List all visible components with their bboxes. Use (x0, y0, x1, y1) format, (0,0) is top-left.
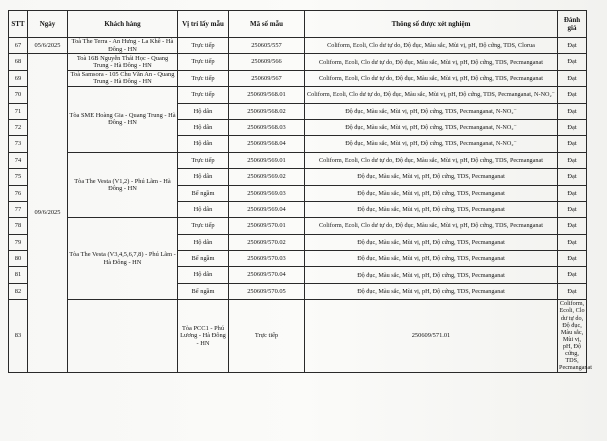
sample-cell: 250609/568.01 (229, 87, 305, 103)
location-cell: Hộ dân (178, 234, 229, 250)
location-cell: Hộ dân (178, 103, 229, 119)
table-row (9, 300, 587, 372)
sample-cell: 250609/570.05 (229, 283, 305, 299)
result-cell: Đạt (558, 152, 587, 168)
row-stt: 83 (9, 300, 28, 372)
result-cell: Đạt (558, 70, 587, 86)
customer-cell: Tòa The Vesta (V3,4,5,6,7,8) - Phú Lãm - Hà Đông - HN (68, 218, 178, 300)
customer-cell: Tòa SME Hoàng Gia - Quang Trung - Hà Đông - HN (68, 87, 178, 153)
table-row (9, 87, 587, 103)
location-cell: Bể ngầm (178, 251, 229, 267)
location-cell: Bể ngầm (178, 283, 229, 299)
date-cell-empty (68, 300, 178, 372)
customer-cell: Toà The Terra - An Hưng - La Khê - Hà Đông - HN (68, 38, 178, 54)
date-cell: 09/6/2025 (28, 54, 68, 372)
sample-cell: 250609/569.04 (229, 201, 305, 217)
result-cell: Đạt (558, 201, 587, 217)
sample-cell: 250609/571.01 (305, 300, 558, 372)
table-row (9, 152, 587, 168)
header-date: Ngày (28, 11, 68, 38)
row-stt: 78 (9, 218, 28, 234)
sample-cell: 250609/568.04 (229, 136, 305, 152)
row-stt: 68 (9, 54, 28, 70)
row-stt: 77 (9, 201, 28, 217)
result-cell: Đạt (558, 119, 587, 135)
header-result: Đánh giá (558, 11, 587, 38)
result-cell: Đạt (558, 283, 587, 299)
customer-cell: Toà Samsora - 105 Chu Văn An - Quang Trung - Hà Đông - HN (68, 70, 178, 86)
sample-cell: 250609/570.02 (229, 234, 305, 250)
table-header-row (9, 11, 587, 38)
customer-cell: Tòa PCC1 - Phú Lương - Hà Đông - HN (178, 300, 229, 372)
location-cell: Trực tiếp (178, 152, 229, 168)
row-stt: 76 (9, 185, 28, 201)
result-cell: Đạt (558, 251, 587, 267)
result-cell: Đạt (558, 267, 587, 283)
params-cell: Coliform, Ecoli, Clo dư tự do, Độ đục, Màu sắc, Mùi vị, pH, Độ cứng, TDS, Pecmanganat (305, 218, 558, 234)
table-row (9, 38, 587, 54)
location-cell: Trực tiếp (178, 70, 229, 86)
result-cell: Đạt (558, 218, 587, 234)
header-stt: STT (9, 11, 28, 38)
sample-cell: 250609/570.03 (229, 251, 305, 267)
header-sample: Mã số mẫu (229, 11, 305, 38)
location-cell: Trực tiếp (178, 87, 229, 103)
params-cell: Độ đục, Màu sắc, Mùi vị, pH, Độ cứng, TDS, Pecmanganat (305, 185, 558, 201)
sample-cell: 250609/566 (229, 54, 305, 70)
result-cell: Đạt (558, 54, 587, 70)
result-cell: Đạt (558, 169, 587, 185)
location-cell: Bể ngầm (178, 185, 229, 201)
row-stt: 69 (9, 70, 28, 86)
params-cell: Độ đục, Màu sắc, Mùi vị, pH, Độ cứng, TDS, Pecmanganat (305, 267, 558, 283)
location-cell: Hộ dân (178, 267, 229, 283)
row-stt: 70 (9, 87, 28, 103)
sample-cell: 250609/569.01 (229, 152, 305, 168)
row-stt: 81 (9, 267, 28, 283)
row-stt: 80 (9, 251, 28, 267)
location-cell: Trực tiếp (178, 218, 229, 234)
row-stt: 73 (9, 136, 28, 152)
result-cell: Đạt (558, 87, 587, 103)
sample-cell: 250609/570.04 (229, 267, 305, 283)
location-cell: Trực tiếp (178, 54, 229, 70)
params-cell: Độ đục, Màu sắc, Mùi vị, pH, Độ cứng, TDS, Pecmanganat (305, 169, 558, 185)
sample-cell: 250609/568.03 (229, 119, 305, 135)
params-cell: Coliform, Ecoli, Clo dư tự do, Độ đục, Màu sắc, Mùi vị, pH, Độ cứng, TDS, Clorua (305, 38, 558, 54)
params-cell: Coliform, Ecoli, Clo dư tự do, Độ đục, Màu sắc, Mùi vị, pH, Độ cứng, TDS, Pecmanganat (305, 152, 558, 168)
header-customer: Khách hàng (68, 11, 178, 38)
table-row (9, 218, 587, 234)
location-cell: Trực tiếp (178, 38, 229, 54)
location-cell: Hộ dân (178, 201, 229, 217)
row-stt: 71 (9, 103, 28, 119)
params-cell: Coliform, Ecoli, Clo dư tự do, Độ đục, Màu sắc, Mùi vị, pH, Độ cứng, TDS, Pecmanganat (305, 54, 558, 70)
sample-cell: 250609/568.02 (229, 103, 305, 119)
customer-cell: Toà 16B Nguyễn Thái Học - Quang Trung - Hà Đông - HN (68, 54, 178, 70)
row-stt: 74 (9, 152, 28, 168)
sample-cell: 250609/570.01 (229, 218, 305, 234)
water-test-table (8, 10, 592, 373)
params-cell: Coliform, Ecoli, Clo dư tự do, Độ đục, Màu sắc, Mùi vị, pH, Độ cứng, TDS, Pecmanganat (559, 300, 592, 372)
location-cell: Hộ dân (178, 136, 229, 152)
sample-cell: 250609/569.02 (229, 169, 305, 185)
params-cell: Độ đục, Màu sắc, Mùi vị, pH, Độ cứng, TDS, Pecmanganat, N-NO₂⁻ (305, 119, 558, 135)
table-row (9, 54, 587, 70)
params-cell: Độ đục, Màu sắc, Mùi vị, pH, Độ cứng, TDS, Pecmanganat (305, 251, 558, 267)
sample-cell: 250605/557 (229, 38, 305, 54)
table-row (9, 70, 587, 86)
params-cell: Coliform, Ecoli, Clo dư tự do, Độ đục, Màu sắc, Mùi vị, pH, Độ cứng, TDS, Pecmanganat, N-NO₂⁻ (305, 87, 558, 103)
params-cell: Độ đục, Màu sắc, Mùi vị, pH, Độ cứng, TDS, Pecmanganat (305, 283, 558, 299)
sample-cell: 250609/567 (229, 70, 305, 86)
header-params: Thông số được xét nghiệm (305, 11, 558, 38)
params-cell: Coliform, Ecoli, Clo dư tự do, Độ đục, Màu sắc, Mùi vị, pH, Độ cứng, TDS, Pecmanganat (305, 70, 558, 86)
location-cell: Hộ dân (178, 119, 229, 135)
row-stt: 72 (9, 119, 28, 135)
params-cell: Độ đục, Màu sắc, Mùi vị, pH, Độ cứng, TDS, Pecmanganat (305, 201, 558, 217)
date-cell: 05/6/2025 (28, 38, 68, 54)
row-stt: 79 (9, 234, 28, 250)
result-cell: Đạt (558, 185, 587, 201)
result-cell: Đạt (558, 38, 587, 54)
customer-cell: Tòa The Vesta (V1,2) - Phú Lãm - Hà Đông - HN (68, 152, 178, 218)
result-cell: Đạt (558, 234, 587, 250)
result-cell: Đạt (558, 103, 587, 119)
sample-cell: 250609/569.03 (229, 185, 305, 201)
location-cell: Trực tiếp (229, 300, 305, 372)
params-cell: Độ đục, Màu sắc, Mùi vị, pH, Độ cứng, TDS, Pecmanganat (305, 234, 558, 250)
header-location: Vị trí lấy mẫu (178, 11, 229, 38)
params-cell: Độ đục, Màu sắc, Mùi vị, pH, Độ cứng, TDS, Pecmanganat, N-NO₂⁻ (305, 136, 558, 152)
location-cell: Hộ dân (178, 169, 229, 185)
params-cell: Độ đục, Màu sắc, Mùi vị, pH, Độ cứng, TDS, Pecmanganat, N-NO₂⁻ (305, 103, 558, 119)
row-stt: 82 (9, 283, 28, 299)
row-stt: 75 (9, 169, 28, 185)
result-cell: Đạt (558, 136, 587, 152)
row-stt: 67 (9, 38, 28, 54)
